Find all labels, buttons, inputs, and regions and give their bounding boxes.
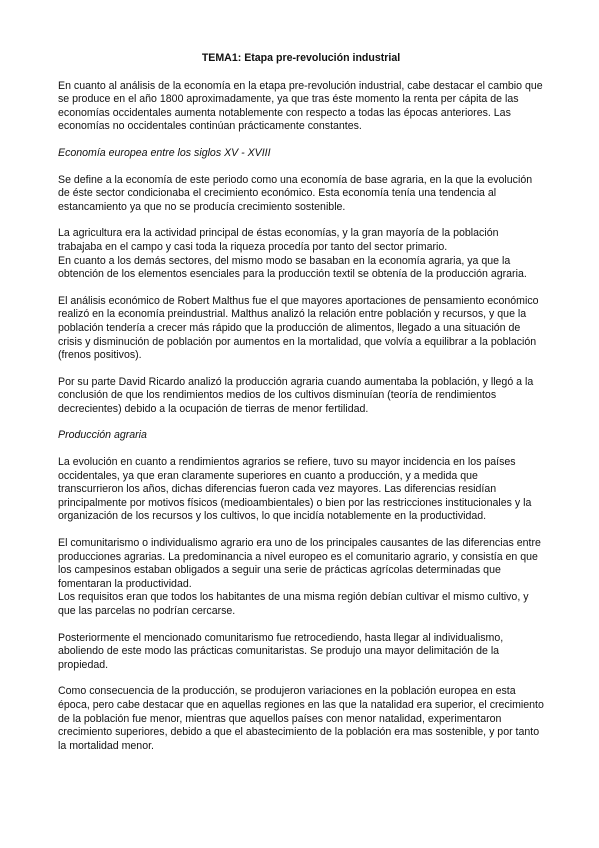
paragraph-agricultura-line-b: En cuanto a los demás sectores, del mismo modo se basaban en la economía agraria, ya que la obtención de los elementos esenciales para la producción textil se obtenía de la producción agraria.	[58, 254, 527, 281]
section-heading-produccion-agraria: Producción agraria	[58, 429, 147, 442]
paragraph-rendimientos-agrarios: La evolución en cuanto a rendimientos agrarios se refiere, tuvo su mayor incidencia en los países occidentales, ya que eran claramente superiores en cuanto a producción, y a medida que transcurrieron los años, dichas diferencias fueron cada vez mayores. Las diferencias residían principalmente por motivos físicos (medioambientales) o bien por las restricciones institucionales y la organización de los recursos y los cultivos, lo que incidía notablemente en la productividad.	[58, 456, 532, 523]
paragraph-economia-base-agraria: Se define a la economía de este periodo como una economía de base agraria, en la que la evolución de éste sector condicionaba el crecimiento económico. Esta economía tenía una tendencia al estancamiento ya que no se producía crecimiento sostenible.	[58, 173, 533, 213]
paragraph-agricultura-line-a: La agricultura era la actividad principal de éstas economías, y la gran mayoría de la población trabajaba en el campo y casi toda la riqueza procedía por tanto del sector primario.	[58, 227, 499, 253]
document-title: TEMA1: Etapa pre-revolución industrial	[201, 52, 401, 64]
paragraph-malthus: El análisis económico de Robert Malthus fue el que mayores aportaciones de pensamiento económico realizó en la economía preindustrial. Malthus analizó la relación entre población y recursos, y que la población tendería a crecer más rápido que la producción de alimentos, llegado a una situación de crisis y disminución de población por aumentos en la mortalidad, que volvía a equilibrar a la población (frenos positivos).	[58, 294, 539, 362]
section-heading-economia-europea: Economía europea entre los siglos XV - XVIII	[58, 146, 271, 159]
document-page	[58, 52, 544, 766]
paragraph-comunitarismo-line-b: Los requisitos eran que todos los habitantes de una misma región debían cultivar el mismo cultivo, y que las parcelas no podrían cercarse.	[58, 591, 529, 617]
paragraph-comunitarismo-line-a: El comunitarismo o individualismo agrario era uno de los principales causantes de las diferencias entre producciones agrarias. La predominancia a nivel europeo es el comunitario agrario, y consistía en que los campesinos estaban obligados a seguir una serie de prácticas agrícolas determinadas que fomentaran la productividad.	[58, 537, 541, 590]
paragraph-comunitarismo	[58, 537, 544, 619]
paragraph-poblacion-europea: Como consecuencia de la producción, se produjeron variaciones en la población europea en esta época, pero cabe destacar que en aquellas regiones en las que la natalidad era superior, el crecimiento de la población fue menor, mientras que aquellos países con menor natalidad, experimentaron crecimiento superiores, debido a que el abastecimiento de la población era mas sostenible, y por tanto la mortalidad menor.	[58, 685, 544, 752]
paragraph-ricardo: Por su parte David Ricardo analizó la producción agraria cuando aumentaba la población, y llegó a la conclusión de que los rendimientos medios de los cultivos disminuían (teoría de rendimientos decrecientes) debido a la ocupación de tierras de menor fertilidad.	[58, 375, 534, 415]
paragraph-individualismo: Posteriormente el mencionado comunitarismo fue retrocediendo, hasta llegar al individualismo, aboliendo de este modo las prácticas comunitaristas. Se produjo una mayor delimitación de la propiedad.	[58, 631, 504, 671]
paragraph-agricultura	[58, 227, 544, 281]
intro-paragraph: En cuanto al análisis de la economía en la etapa pre-revolución industrial, cabe destacar el cambio que se produce en el año 1800 aproximadamente, ya que tras éste momento la renta per cápita de las economías occidentales aumenta notablemente con respecto a todas las épocas anteriores. Las economías no occidentales continúan prácticamente constantes.	[58, 79, 543, 133]
